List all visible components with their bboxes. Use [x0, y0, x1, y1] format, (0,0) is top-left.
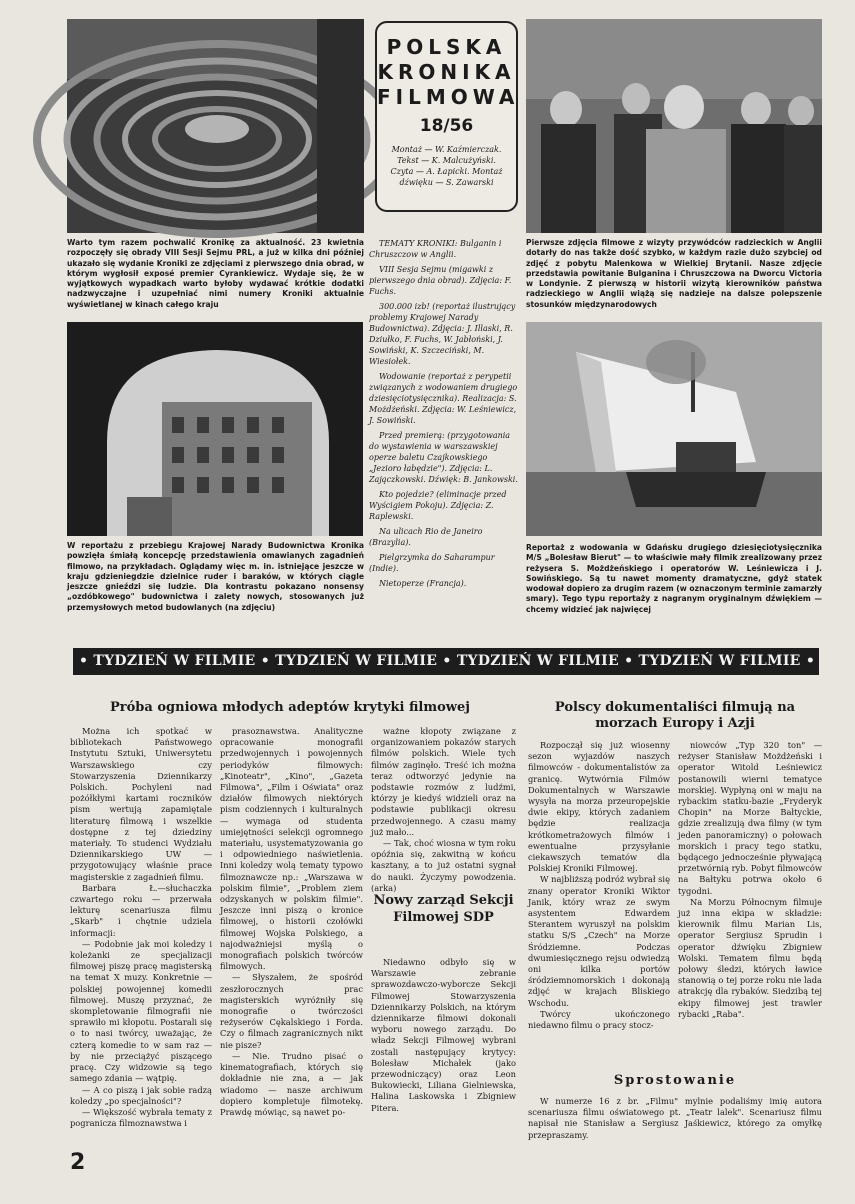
article3-column2	[678, 740, 822, 1050]
caption-building: W reportażu z przebiegu Krajowej Narady Budownictwa Kronika powzięła śmiałą koncepcję przedstawienia omawianych zagadnień filmowo, na przykładach. Oglądamy więc m. in. istniejące jeszcze w kraju gdzieniegdzie dzielnice ruder i baraków, w których ciągle jeszcze gnieździ się ludzie. Dla kontrastu pokazano nonsensy „ozdóbkowego" budownictwa i zalety nowych, stosowanych już przemysłowych metod budowlanych (na zdjęciu)	[67, 541, 364, 612]
paragraph: — A co piszą i jak sobie radzą koledzy „po specjalności"?	[70, 1084, 212, 1106]
masthead-title-line1: POLSKA	[386, 35, 507, 59]
paragraph: Twórcy ukończonego niedawno filmu o pracy stocz-	[528, 1008, 670, 1031]
article1-column1	[70, 726, 212, 1141]
paragraph: Rozpoczął się już wiosenny sezon wyjazdów naszych filmowców - dokumentalistów za granicę. Wytwórnia Filmów Dokumentalnych w Warszawie wysyła na morza przeuropejskie dwie ekipy, których zadaniem będzie realizacja krótkometrażowych filmów i ewentualne przysyłanie ciekawszych tematów dla Polskiej Kroniki Filmowej.	[528, 740, 670, 874]
section-banner: • TYDZIEŃ W FILMIE • TYDZIEŃ W FILMIE • TYDZIEŃ W FILMIE • TYDZIEŃ W FILMIE •	[73, 648, 819, 675]
tematy-item: TEMATY KRONIKI: Bulganin i Chruszczow w Anglii.	[369, 239, 502, 259]
article3-title: Polscy dokumentaliści filmują na morzach Europy i Azji	[554, 700, 796, 731]
tematy-item: Przed premierą: (przygotowania do wystawienia w warszawskiej operze baletu Czajkowskiego „Jezioro łabędzie"). Zdjęcia: L. Zajączkowski. Dźwięk: B. Jankowski.	[369, 431, 518, 484]
paragraph: Można ich spotkać w bibliotekach Państwowego Instytutu Sztuki, Uniwersytetu Warszawskiego czy Stowarzyszenia Dziennikarzy Polskich. Pochyleni nad pożółkłymi kartami roczników pism wertują zapamiętale literaturę filmową i wszelkie dostępne z tej dziedziny materiały. To studenci Wydziału Dziennikarskiego UW — przygotowujący właśnie prace magisterskie z zagadnień filmu.	[70, 726, 212, 882]
tematy-item: VIII Sesja Sejmu (migawki z pierwszego dnia obrad). Zdjęcia: F. Fuchs.	[369, 265, 512, 296]
article2-body	[371, 957, 516, 1141]
tematy-kroniki-list	[369, 238, 521, 658]
page-number: 2	[70, 1150, 86, 1175]
caption-sejm: Warto tym razem pochwalić Kronikę za aktualność. 23 kwietnia rozpoczęły się obrady VIII Sesji Sejmu PRL, a już w kilka dni później ukazało się wydanie Kroniki ze zdjęciami z pierwszego dnia obrad, w którym wygłosił exposé premier Cyrankiewicz. Wydaje się, że w wyjątkowych wypadkach warto byłoby wydawać krótkie dodatki nadzwyczajne i uzupełniać nimi numery Kroniki aktualnie wyświetlanej w kinach całego kraju	[67, 238, 364, 309]
article2-title: Nowy zarząd Sekcji Filmowej SDP	[373, 893, 514, 925]
tematy-item: Pielgrzymka do Saharampur (Indie).	[369, 553, 495, 573]
sprostowanie-title: Sprostowanie	[613, 1073, 737, 1088]
caption-ship-launch: Reportaż z wodowania w Gdańsku drugiego dziesięciotysięcznika M/S „Bolesław Bierut" — to właściwie mały filmik zrealizowany przez reżysera S. Możdżeńskiego i operatorów W. Leśniewicza i J. Sowińskiego. Są tu nawet momenty dramatyczne, gdyż statek wodował dopiero za drugim razem (w oznaczonym terminie zamarzły smary). Tego typu reportaży z nagranym oryginalnym dźwiękiem — chcemy widzieć jak najwięcej	[526, 543, 823, 614]
paragraph: Barbara Ł.—słuchaczka czwartego roku — przerwała lekturę scenariusza filmu „Skarb" i chętnie udziela informacji:	[70, 882, 212, 938]
sprostowanie-body	[528, 1096, 822, 1146]
paragraph: — Podobnie jak moi koledzy i koleżanki ze specjalizacji filmowej piszę pracę magisterską na temat X muzy. Konkretnie — polskiej powojennej komedii filmowej. Muszę przyznać, że skompletowanie filmografii nie sprawiło mi kłopotu. Postarali się o to nasi twórcy, uważając, że czterą komedie to w sam raz — by nie przeciążyć piszącego pracę. Czy widzowie są tego samego zdania — wątpię.	[70, 938, 212, 1084]
masthead-credits: Montaż — W. Kaźmierczak. Tekst — K. Malcużyński. Czyta — A. Łapicki. Montaż dźwięku — S. Zawarski	[390, 145, 503, 187]
paragraph: — Większość wybrała tematy z pogranicza filmoznawstwa i	[70, 1106, 212, 1129]
article1-column3	[371, 726, 516, 893]
masthead-title-line2: KRONIKA	[377, 60, 516, 84]
paragraph: niowców „Typ 320 ton" — reżyser Stanisław Możdżeński i operator Witold Leśniewicz postanowili wierni tematyce morskiej. Wypłyną oni w maju na rybackim statku-bazie „Fryderyk Chopin" na Morze Bałtyckie, gdzie zrealizują dwa filmy (w tym jeden panoramiczny) o połowach morskich i pracy tego statku, będącego jednocześnie pływającą przetwórnią ryb. Pobyt filmowców na Bałtyku potrwa około 6 tygodni.	[678, 740, 822, 896]
caption-leaders: Pierwsze zdjęcia filmowe z wizyty przywódców radzieckich w Anglii dotarły do nas także dość szybko, w każdym razie dużo szybciej od zdjęć z pobytu Malenkowa w Wielkiej Brytanii. Nasze zdjęcie przedstawia powitanie Bulganina i Chruszczowa na Dworcu Victoria w Londynie. Z pierwszą w historii wizytą kierowników państwa radzieckiego w Anglii wiążą się nadzieje na dalsze polepszenie stosunków międzynarodowych	[526, 238, 822, 309]
article1-title: Próba ogniowa młodych adeptów krytyki filmowej	[110, 700, 470, 715]
masthead-title-line3: FILMOWA	[377, 85, 520, 109]
paragraph: Niedawno odbyło się w Warszawie zebranie sprawozdawczo-wyborcze Sekcji Filmowej Stowarzyszenia Dziennikarzy Polskich, na którym dziennikarze filmowi dokonali wyboru nowego zarządu. Do władz Sekcji Filmowej wybrani zostali następujący krytycy: Bolesław Michałek (jako przewodniczący) oraz Leon Bukowiecki, Liliana Gielniewska, Halina Laskowska i Zbigniew Pitera.	[371, 957, 516, 1113]
issue-number: 18/56	[419, 116, 474, 136]
article3-column1	[528, 740, 670, 1050]
paragraph: — Słyszałem, że spośród zeszłorocznych prac magisterskich wyróżniły się monografie o twórczości reżyserów Cękalskiego i Forda. Czy o filmach zagranicznych nikt nie pisze?	[220, 972, 363, 1050]
tematy-item: 300.000 izb! (reportaż ilustrujący problemy Krajowej Narady Budownictwa). Zdjęcia: J. Illaski, R. Dziułko, F. Fuchs, W. Jabłoński, J. Sowiński, K. Szczeciński, M. Wiesiołek.	[369, 302, 516, 366]
tematy-item: Na ulicach Rio de Janeiro (Brazylia).	[369, 527, 483, 547]
photo-building-arch	[67, 322, 363, 536]
paragraph: prasoznawstwa. Analityczne opracowanie monografii przedwojennych i powojennych periodyków filmowych: „Kinoteatr", „Kino", „Gazeta Filmowa", „Film i Oświata" oraz działów filmowych niektórych pism codziennych i kulturalnych — wymaga od studenta umiejętności selekcji ogromnego materiału, usystematyzowania go i odpowiedniego naświetlenia. Inni koledzy wolą tematy typowo filmoznawcze np.: „Warszawa w polskim filmie", „Problem ziem odzyskanych w polskim filmie". Jeszcze inni piszą o kronice filmowej, o historii czołówki filmowej Wojska Polskiego, a najodważniejsi myślą o monografiach polskich twórców filmowych.	[220, 726, 363, 972]
paragraph: W numerze 16 z br. „Filmu" mylnie podaliśmy imię autora scenariusza filmu oświatowego pt. „Teatr lalek". Scenariusz filmu napisał nie Stanisław a Sergiusz Jaśkiewicz, którego za omyłkę przepraszamy.	[528, 1096, 822, 1140]
article1-column2	[220, 726, 363, 1141]
paragraph: — Tak, choć wiosna w tym roku opóźnia się, zakwitną w końcu kasztany, a to już ostatni sygnał do nauki. Życzymy powodzenia. (arka)	[371, 838, 516, 893]
paragraph: W najbliższą podróż wybrał się znany operator Kroniki Wiktor Janik, który wraz ze swym asystentem Edwardem Sterantem wyruszył na polskim statku S/S „Czech" na Morze Śródziemne. Podczas dwumiesięcznego rejsu odwiedzą oni kilka portów śródziemnomorskich i dokonają zdjęć w krajach Bliskiego Wschodu.	[528, 874, 670, 1008]
paragraph: ważne kłopoty związane z organizowaniem pokazów starych filmów polskich. Wiele tych filmów zaginęło. Treść ich można teraz odtworzyć jedynie na podstawie rozmów z ludźmi, którzy je kiedyś widzieli oraz na podstawie publikacji okresu przedwojennego. A czasu mamy już mało...	[371, 726, 516, 837]
paragraph: — Nie. Trudno pisać o kinematografiach, których się dokładnie nie zna, a — jak wiadomo — nasze archiwum dopiero kompletuje filmotekę. Prawdę mówiąc, są nawet po-	[220, 1050, 363, 1117]
photo-ship-launch	[526, 322, 822, 536]
masthead-box	[375, 21, 518, 212]
tematy-item: Wodowanie (reportaż z perypetii związanych z wodowaniem drugiego dziesięciotysięcznika). Realizacja: S. Możdżeński. Zdjęcia: W. Leśniewicz, J. Sowiński.	[369, 372, 518, 425]
paragraph: Na Morzu Północnym filmuje już inna ekipa w składzie: kierownik filmu Marian Lis, operator Sergiusz Sprudin i operator dźwięku Zbigniew Wolski. Tematem filmu będą połowy śledzi, których ławice stanowią o tej porze roku nie lada atrakcję dla rybaków. Siedzibą tej ekipy filmowej jest trawler rybacki „Raba".	[678, 896, 822, 1019]
photo-sejm-session	[67, 19, 364, 233]
tematy-item: Nietoperze (Francja).	[379, 579, 467, 588]
photo-leaders-welcome	[526, 19, 822, 233]
tematy-item: Kto pojedzie? (eliminacje przed Wyścigiem Pokoju). Zdjęcia: Z. Raplewski.	[369, 490, 507, 521]
